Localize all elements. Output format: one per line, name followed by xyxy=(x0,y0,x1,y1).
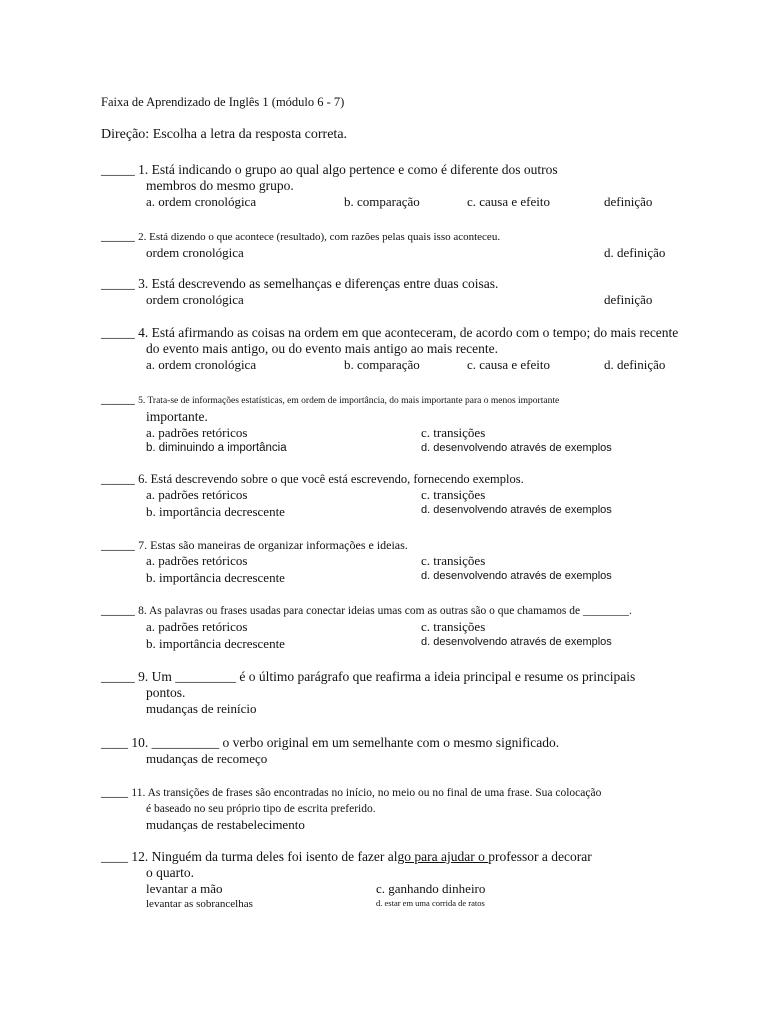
option-c: c. ganhando dinheiro xyxy=(376,881,486,896)
question-text: 3. Está descrevendo as semelhanças e diferenças entre duas coisas. xyxy=(138,276,499,291)
answer-blank: ____ xyxy=(101,849,128,864)
question-5 xyxy=(101,391,701,459)
option-a: a. padrões retóricos xyxy=(146,487,248,502)
option-a: mudanças de reinício xyxy=(146,701,257,716)
question-text: 9. Um _________ é o último parágrafo que reafirma a ideia principal e resume os principais xyxy=(138,669,636,684)
option-c: c. transições xyxy=(421,553,486,568)
options-row xyxy=(101,245,701,262)
options-row xyxy=(101,442,701,459)
option-d: d. definição xyxy=(604,245,666,260)
option-c: c. transições xyxy=(421,425,486,440)
option-d: d. desenvolvendo através de exemplos xyxy=(421,504,612,516)
option-d: d. desenvolvendo através de exemplos xyxy=(421,442,612,454)
option-d: definição xyxy=(604,292,653,307)
question-text-cont: é baseado no seu próprio tipo de escrita preferido. xyxy=(146,803,376,815)
question-text: 4. Está afirmando as coisas na ordem em que aconteceram, de acordo com o tempo; do mais recente xyxy=(138,325,679,340)
directions: Direção: Escolha a letra da resposta correta. xyxy=(101,127,348,142)
options-row xyxy=(101,881,701,898)
option-a: a. padrões retóricos xyxy=(146,425,248,440)
answer-blank: ____ xyxy=(101,784,128,799)
question-12 xyxy=(101,849,701,915)
options-row xyxy=(101,701,701,718)
question-text: 10. __________ o verbo original em um semelhante com o mesmo significado. xyxy=(131,735,560,750)
option-b: b. comparação xyxy=(344,357,420,372)
option-c: c. causa e efeito xyxy=(467,357,551,372)
answer-blank: _____ xyxy=(101,669,135,684)
option-b: b. importância decrescente xyxy=(146,570,285,585)
question-text: 5. Trata-se de informações estatísticas, em ordem de importância, do mais importante para o menos importante xyxy=(138,396,560,406)
answer-blank: ____ xyxy=(101,735,128,750)
question-4 xyxy=(101,325,701,374)
option-b: b. comparação xyxy=(344,194,420,209)
page-title: Faixa de Aprendizado de Inglês 1 (módulo 6 - 7) xyxy=(101,95,345,109)
question-9 xyxy=(101,669,701,718)
option-b: levantar as sobrancelhas xyxy=(146,898,253,910)
options-row xyxy=(101,817,701,834)
question-text-cont: o quarto. xyxy=(146,865,194,880)
options-row xyxy=(101,487,701,504)
question-text: professor a decorar xyxy=(488,849,592,864)
answer-blank: _____ xyxy=(101,537,135,552)
options-row xyxy=(101,194,701,211)
option-a: ordem cronológica xyxy=(146,245,244,260)
answer-blank: _____ xyxy=(101,325,135,340)
question-text-underlined: go para ajudar o xyxy=(397,849,489,864)
question-1 xyxy=(101,162,701,211)
question-text: 12. Ninguém da turma deles foi isento de fazer al xyxy=(131,849,398,864)
question-text: 11. As transições de frases são encontradas no início, no meio ou no final de uma frase. Sua colocação xyxy=(131,787,602,799)
options-row xyxy=(101,504,701,521)
option-d: d. definição xyxy=(604,357,666,372)
option-b: b. importância decrescente xyxy=(146,636,285,651)
question-text: 1. Está indicando o grupo ao qual algo pertence e como é diferente dos outros xyxy=(138,162,558,177)
question-6 xyxy=(101,471,701,521)
answer-blank: _____ xyxy=(101,162,135,177)
question-text-cont: importante. xyxy=(146,409,208,424)
question-3 xyxy=(101,276,701,309)
options-row xyxy=(101,357,701,374)
question-10 xyxy=(101,735,701,768)
options-row xyxy=(101,751,701,768)
answer-blank: _____ xyxy=(101,602,135,617)
options-row xyxy=(101,898,701,915)
options-row xyxy=(101,636,701,653)
option-a: mudanças de restabelecimento xyxy=(146,817,305,832)
options-row xyxy=(101,570,701,587)
question-text-cont: pontos. xyxy=(146,685,186,700)
question-11 xyxy=(101,784,701,834)
question-text-cont: do evento mais antigo, ou do evento mais antigo ao mais recente. xyxy=(146,341,499,356)
question-8 xyxy=(101,602,701,653)
question-text: 2. Está dizendo o que acontece (resultado), com razões pelas quais isso aconteceu. xyxy=(138,231,501,243)
question-2 xyxy=(101,228,701,262)
option-a: mudanças de recomeço xyxy=(146,751,268,766)
answer-blank: _____ xyxy=(101,471,135,486)
question-text: 6. Está descrevendo sobre o que você está escrevendo, fornecendo exemplos. xyxy=(138,472,524,486)
options-row xyxy=(101,425,701,442)
option-a: a. ordem cronológica xyxy=(146,194,257,209)
option-d: d. estar em uma corrida de ratos xyxy=(376,898,485,908)
question-text: 7. Estas são maneiras de organizar informações e ideias. xyxy=(138,538,408,552)
answer-blank: _____ xyxy=(101,228,135,243)
question-7 xyxy=(101,537,701,587)
option-a: levantar a mão xyxy=(146,881,223,896)
option-a: a. padrões retóricos xyxy=(146,553,248,568)
option-d: d. desenvolvendo através de exemplos xyxy=(421,570,612,582)
option-a: a. padrões retóricos xyxy=(146,619,248,634)
option-c: c. transições xyxy=(421,619,486,634)
option-c: c. causa e efeito xyxy=(467,194,551,209)
question-text-cont: membros do mesmo grupo. xyxy=(146,178,294,193)
option-c: c. transições xyxy=(421,487,486,502)
option-a: ordem cronológica xyxy=(146,292,244,307)
option-b: b. diminuindo a importância xyxy=(146,442,287,454)
option-b: b. importância decrescente xyxy=(146,504,285,519)
option-d: d. desenvolvendo através de exemplos xyxy=(421,636,612,648)
options-row xyxy=(101,292,701,309)
answer-blank: _____ xyxy=(101,276,135,291)
answer-blank: _____ xyxy=(101,391,135,406)
options-row xyxy=(101,553,701,570)
option-d: definição xyxy=(604,194,653,209)
options-row xyxy=(101,619,701,636)
question-text: 8. As palavras ou frases usadas para conectar ideias umas com as outras são o que chamamos de ________. xyxy=(138,605,632,617)
option-a: a. ordem cronológica xyxy=(146,357,257,372)
